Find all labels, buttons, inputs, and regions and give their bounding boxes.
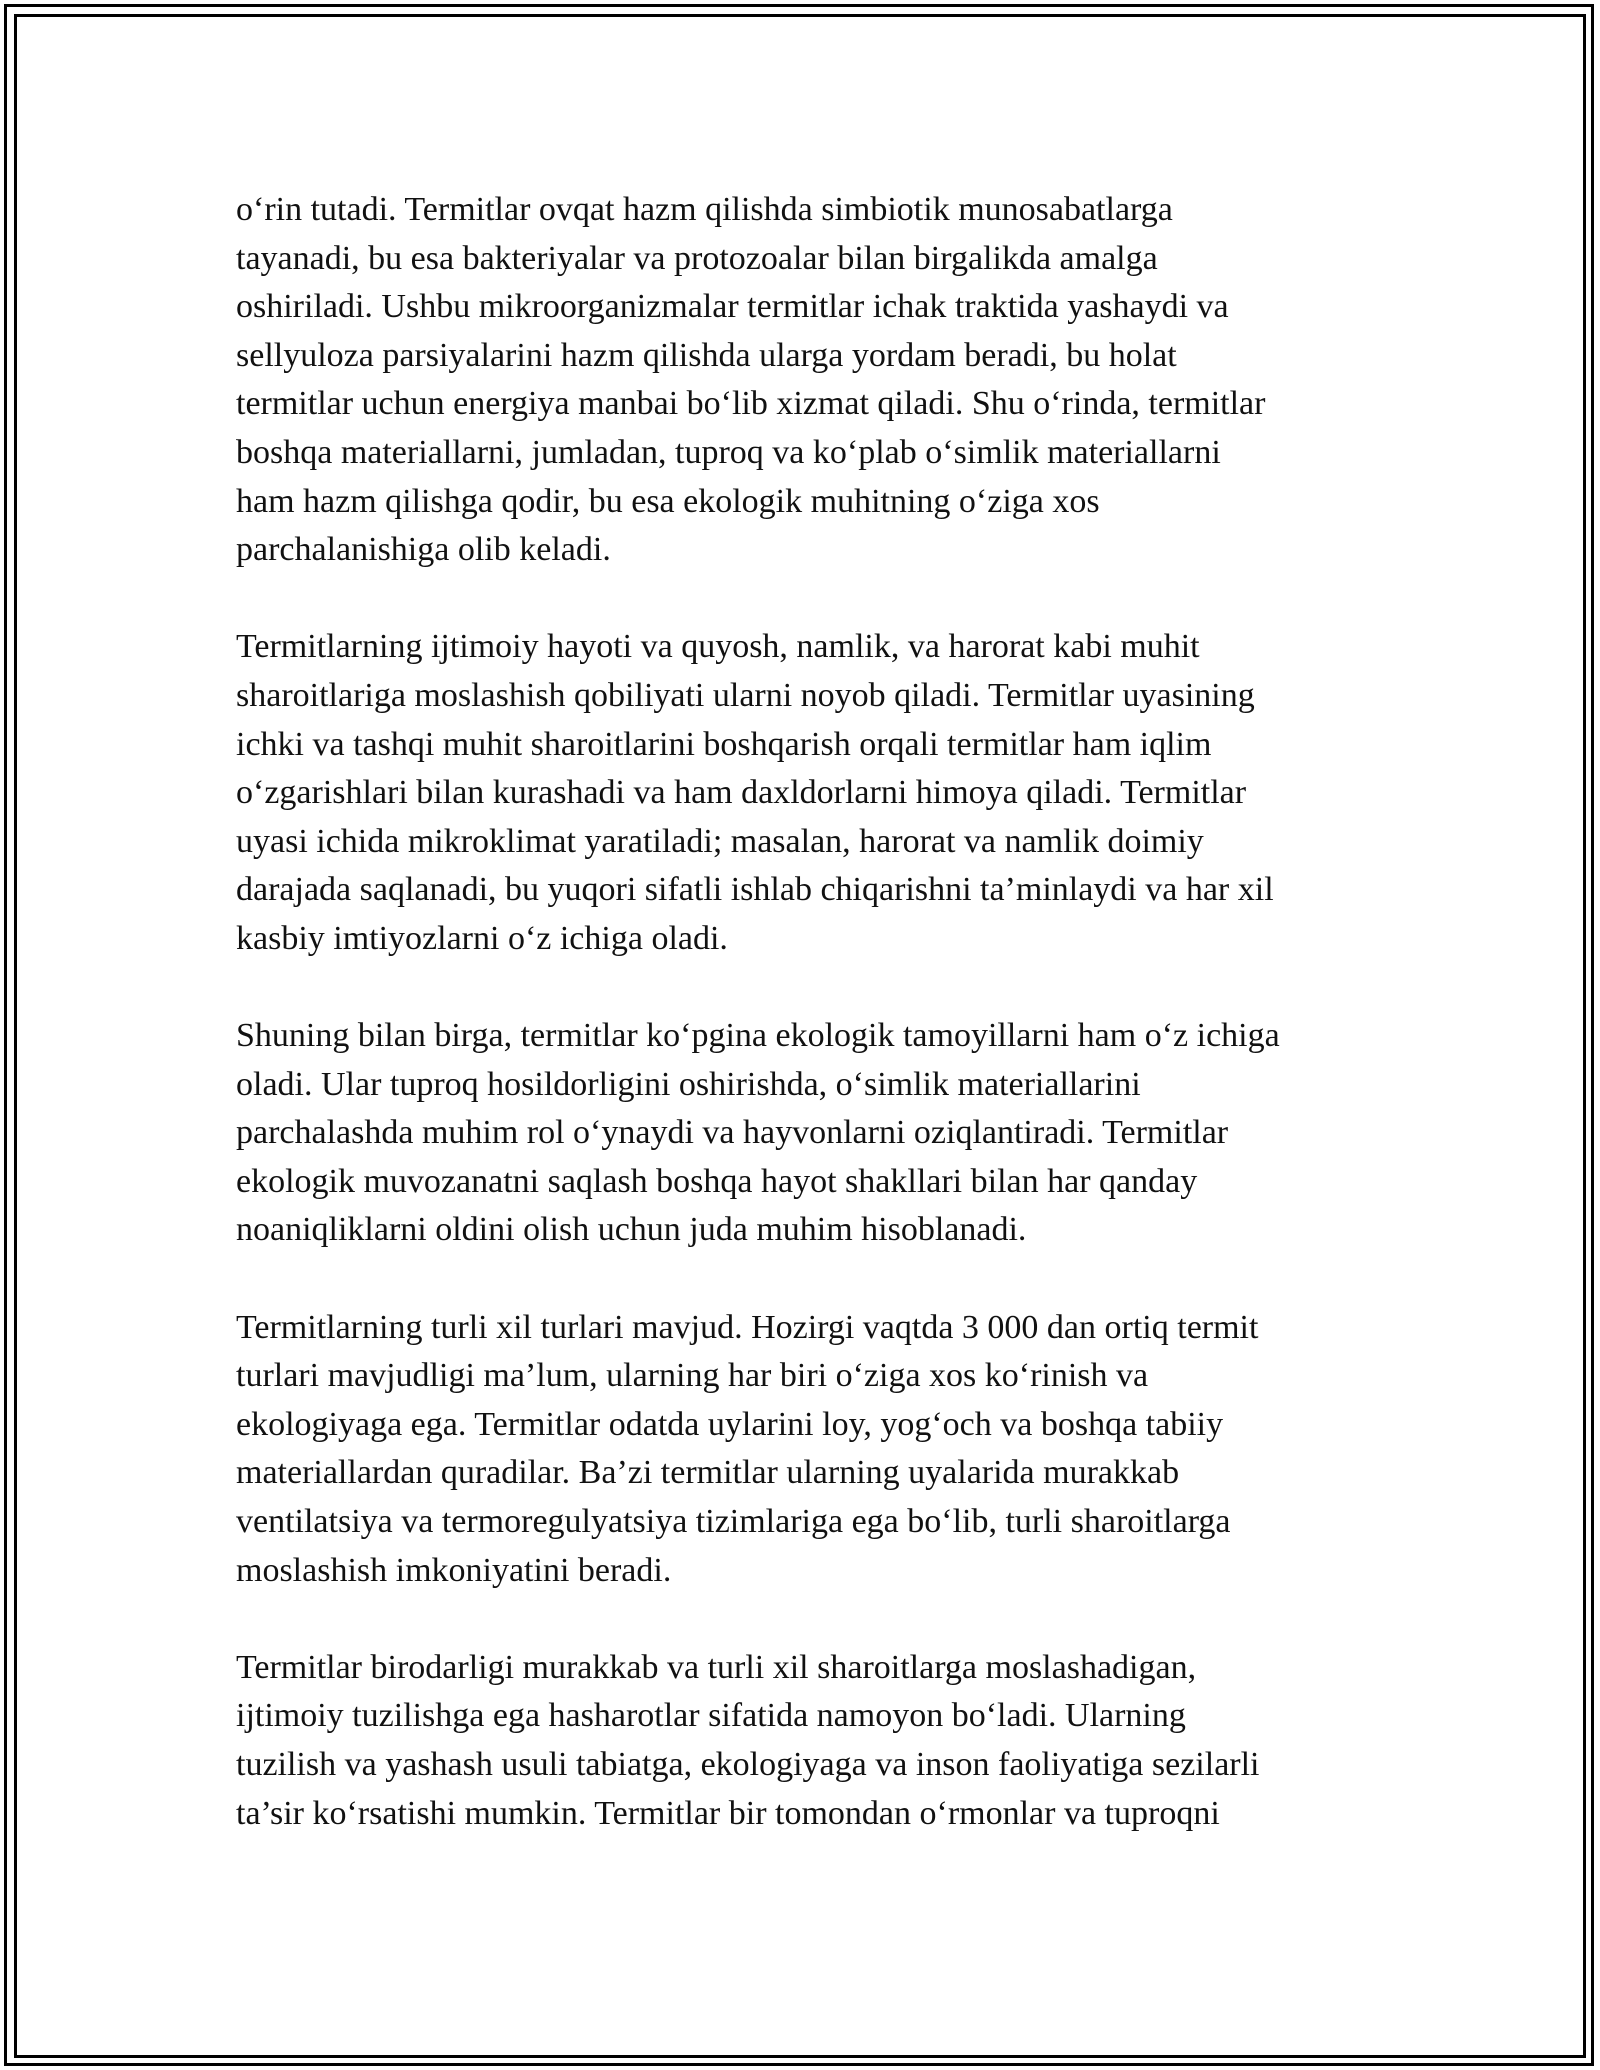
paragraph-4	[236, 1304, 1376, 1596]
text-line: o‘zgarishlari bilan kurashadi va ham daxldorlarni himoya qiladi. Termitlar	[236, 774, 1247, 812]
text-line: Shuning bilan birga, termitlar ko‘pgina ekologik tamoyillarni ham o‘z ichiga	[236, 1017, 1280, 1055]
text-line: noaniqliklarni oldini olish uchun juda muhim hisoblanadi.	[236, 1211, 1027, 1249]
text-line: sellyuloza parsiyalarini hazm qilishda ularga yordam beradi, bu holat	[236, 336, 1177, 374]
text-line: ta’sir ko‘rsatishi mumkin. Termitlar bir tomondan o‘rmonlar va tuproqni	[236, 1794, 1220, 1832]
text-line: sharoitlariga moslashish qobiliyati ularni noyob qiladi. Termitlar uyasining	[236, 676, 1255, 714]
text-line: ichki va tashqi muhit sharoitlarini boshqarish orqali termitlar ham iqlim	[236, 725, 1212, 763]
text-line: ekologik muvozanatni saqlash boshqa hayot shakllari bilan har qanday	[236, 1162, 1198, 1200]
paragraph-5	[236, 1644, 1376, 1838]
text-line: moslashish imkoniyatini beradi.	[236, 1551, 672, 1589]
text-line: darajada saqlanadi, bu yuqori sifatli ishlab chiqarishni ta’minlaydi va har xil	[236, 871, 1274, 909]
paragraph-2	[236, 623, 1376, 963]
text-line: tuzilish va yashash usuli tabiatga, ekologiyaga va inson faoliyatiga sezilarli	[236, 1746, 1260, 1783]
text-line: materiallardan quradilar. Ba’zi termitlar ularning uyalarida murakkab	[236, 1454, 1180, 1492]
text-line: turlari mavjudligi ma’lum, ularning har biri o‘ziga xos ko‘rinish va	[236, 1357, 1149, 1395]
text-line: Termitlarning ijtimoiy hayoti va quyosh, namlik, va harorat kabi muhit	[236, 628, 1200, 666]
text-line: boshqa materiallarni, jumladan, tuproq va ko‘plab o‘simlik materiallarni	[236, 433, 1221, 471]
text-line: ham hazm qilishga qodir, bu esa ekologik muhitning o‘ziga xos	[236, 482, 1100, 520]
document-body	[236, 186, 1376, 1887]
text-line: ekologiyaga ega. Termitlar odatda uylarini loy, yog‘och va boshqa tabiiy	[236, 1405, 1224, 1443]
text-line: termitlar uchun energiya manbai bo‘lib xizmat qiladi. Shu o‘rinda, termitlar	[236, 385, 1266, 423]
text-line: parchalashda muhim rol o‘ynaydi va hayvonlarni oziqlantiradi. Termitlar	[236, 1114, 1229, 1152]
text-line: oshiriladi. Ushbu mikroorganizmalar termitlar ichak traktida yashaydi va	[236, 288, 1229, 326]
text-line: ventilatsiya va termoregulyatsiya tizimlariga ega bo‘lib, turli sharoitlarga	[236, 1503, 1231, 1541]
text-line: kasbiy imtiyozlarni o‘z ichiga oladi.	[236, 919, 728, 957]
paragraph-1	[236, 186, 1376, 575]
text-line: o‘rin tutadi. Termitlar ovqat hazm qilishda simbiotik munosabatlarga	[236, 191, 1173, 228]
text-line: ijtimoiy tuzilishga ega hasharotlar sifatida namoyon bo‘ladi. Ularning	[236, 1697, 1186, 1735]
text-line: Termitlarning turli xil turlari mavjud. Hozirgi vaqtda 3 000 dan ortiq termit	[236, 1308, 1259, 1346]
text-line: uyasi ichida mikroklimat yaratiladi; masalan, harorat va namlik doimiy	[236, 822, 1204, 860]
text-line: Termitlar birodarligi murakkab va turli xil sharoitlarga moslashadigan,	[236, 1648, 1197, 1686]
paragraph-3	[236, 1012, 1376, 1255]
text-line: parchalanishiga olib keladi.	[236, 531, 611, 569]
text-line: oladi. Ular tuproq hosildorligini oshirishda, o‘simlik materiallarini	[236, 1065, 1141, 1103]
text-line: tayanadi, bu esa bakteriyalar va protozoalar bilan birgalikda amalga	[236, 239, 1158, 277]
